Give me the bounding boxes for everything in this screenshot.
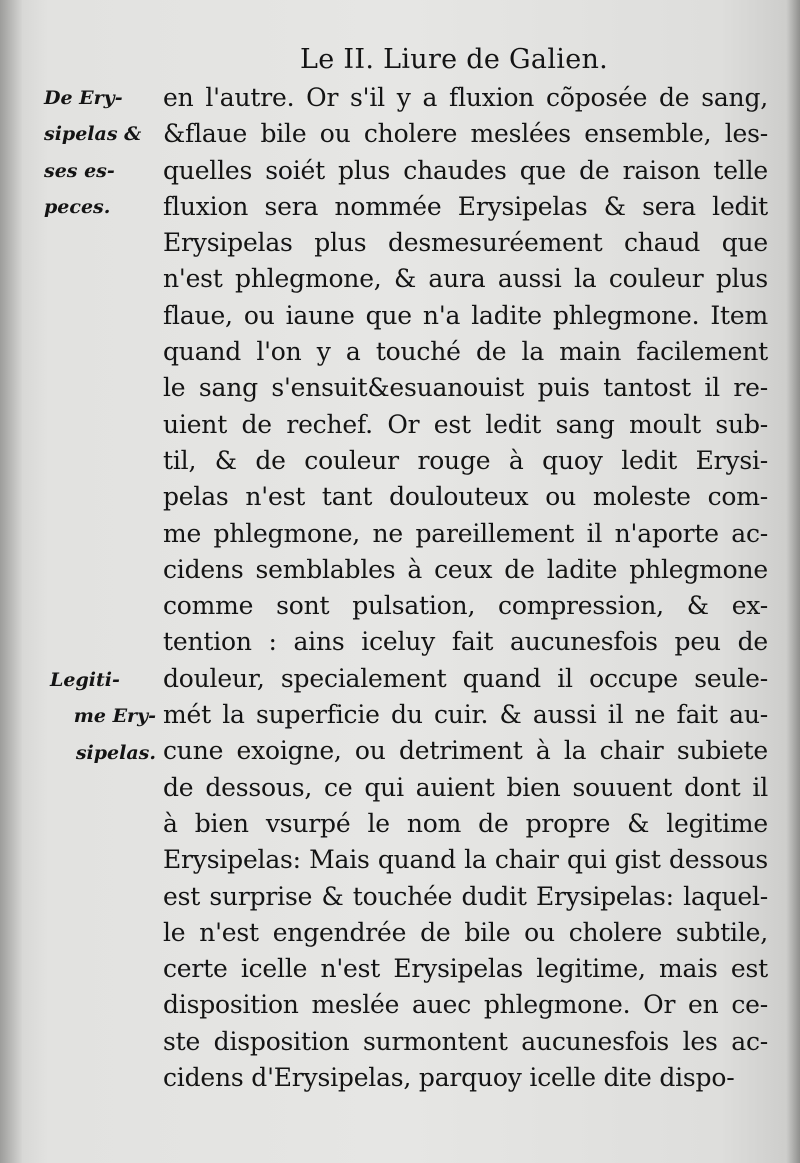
text-line: est surprise & touchée dudit Erysipelas: laquel- [163,881,768,911]
text-line: fluxion sera nommée Erysipelas & sera ledit [163,191,768,221]
text-line: uient de rechef. Or est ledit sang moult sub- [163,409,768,439]
text-line: mét la superficie du cuir. & aussi il ne fait au- [163,700,768,730]
text-line: flaue, ou iaune que n'a ladite phlegmone. Item [163,300,768,330]
page-edge-shadow [786,0,800,1163]
margin-note-line: De Ery- [44,87,123,109]
text-line: à bien vsurpé le nom de propre & legitime [163,808,768,838]
text-line: de dessous, ce qui auient bien souuent dont il [163,772,768,802]
text-line: le sang s'ensuit&esuanouist puis tantost il re- [163,373,768,403]
margin-note-line: ses es- [44,159,115,182]
body-text [163,80,768,1096]
text-line: til, & de couleur rouge à quoy ledit Erysi- [163,445,768,475]
text-line: me phlegmone, ne pareillement il n'aporte ac- [163,518,768,548]
text-line: pelas n'est tant doulouteux ou moleste com- [163,482,768,512]
text-line: comme sont pulsation, compression, & ex- [163,591,768,621]
text-line: ste disposition surmontent aucunesfois les ac- [163,1026,768,1056]
margin-note-line: Legiti- [50,669,120,691]
margin-note-erysipelas-species [44,80,156,225]
running-head: Le II. Liure de Galien. [300,44,609,75]
text-line: douleur, specialement quand il occupe seule- [163,663,768,693]
text-line: cune exoigne, ou detriment à la chair subiete [163,736,768,766]
text-line: en l'autre. Or s'il y a fluxion cõposée de sang, [163,83,768,112]
text-line: Erysipelas plus desmesuréement chaud que [163,228,768,258]
text-line: certe icelle n'est Erysipelas legitime, mais est [163,954,768,984]
margin-note-line: me Ery- [73,705,156,728]
text-line: cidens d'Erysipelas, parquoy icelle dite dispo- [163,1063,735,1093]
text-line: cidens semblables à ceux de ladite phlegmone [163,554,768,584]
margin-note-legitimate-erysipelas [44,662,156,771]
text-line: tention : ains iceluy fait aucunesfois peu de [163,627,768,657]
text-line: le n'est engendrée de bile ou cholere subtile, [163,917,768,947]
margin-note-line: sipelas. [75,741,156,764]
text-line: Erysipelas: Mais quand la chair qui gist dessous [163,845,768,875]
text-line: n'est phlegmone, & aura aussi la couleur plus [163,264,768,294]
margin-note-line: peces. [44,195,111,218]
text-line: quand l'on y a touché de la main facilement [163,337,768,367]
text-line: &flaue bile ou cholere meslées ensemble, les- [163,119,768,149]
text-line: quelles soiét plus chaudes que de raison telle [163,155,768,185]
page-gutter-shadow [0,0,22,1163]
text-line: disposition meslée auec phlegmone. Or en ce- [163,990,768,1020]
margin-note-line: sipelas & [44,123,142,146]
